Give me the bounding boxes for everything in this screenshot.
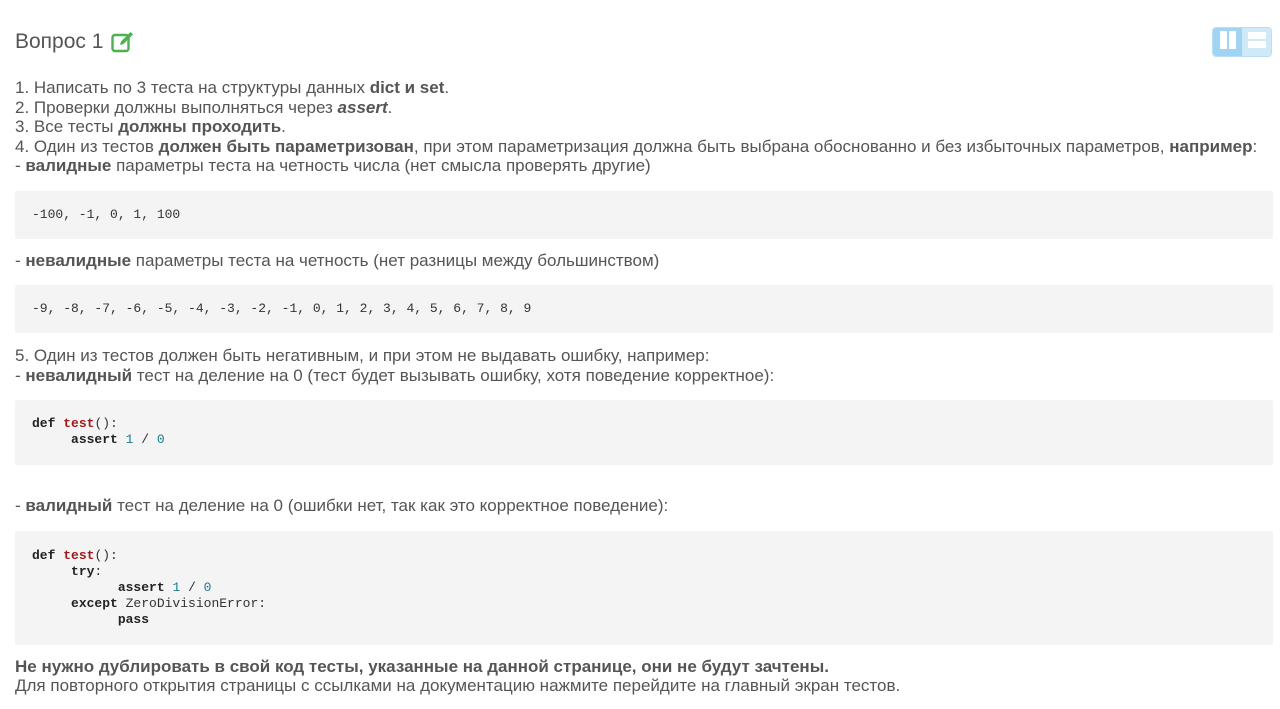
code-block-invalid-params: -9, -8, -7, -6, -5, -4, -3, -2, -1, 0, 1, 2, 3, 4, 5, 6, 7, 8, 9 <box>15 285 1273 333</box>
task-line-3: 3. Все тесты должны проходить. <box>15 117 286 136</box>
question-title: Вопрос 1 <box>15 30 104 53</box>
task-line-5: 5. Один из тестов должен быть негативным, и при этом не выдавать ошибку, например: <box>15 346 710 365</box>
split-view-button[interactable] <box>1213 28 1242 56</box>
question-header <box>15 28 135 56</box>
layout-toggle <box>1212 27 1272 57</box>
valid-test-line: - валидный тест на деление на 0 (ошибки нет, так как это корректное поведение): <box>15 496 669 515</box>
question-body <box>15 78 1273 696</box>
edit-icon[interactable] <box>111 30 135 54</box>
invalid-params-line: - невалидные параметры теста на четность (нет разницы между большинством) <box>15 250 660 270</box>
note-warning: Не нужно дублировать в свой код тесты, указанные на данной странице, они не будут зачтены. <box>15 656 829 676</box>
code-block-valid-test: def test(): try: assert 1 / 0 except ZeroDivisionError: pass <box>15 531 1273 645</box>
note-info: Для повторного открытия страницы с ссылками на документацию нажмите перейдите на главный экран тестов. <box>15 676 901 695</box>
task-line-2: 2. Проверки должны выполняться через assert. <box>15 97 393 117</box>
rows-icon <box>1248 32 1266 53</box>
task-line-1: 1. Написать по 3 теста на структуры данных dict и set. <box>15 78 450 97</box>
valid-params-line: - валидные параметры теста на четность числа (нет смысла проверять другие) <box>15 156 651 175</box>
code-block-valid-params: -100, -1, 0, 1, 100 <box>15 191 1273 239</box>
columns-icon <box>1220 31 1236 54</box>
invalid-test-line: - невалидный тест на деление на 0 (тест будет вызывать ошибку, хотя поведение корректное): <box>15 365 775 385</box>
code-block-invalid-test: def test(): assert 1 / 0 <box>15 400 1273 465</box>
stacked-view-button[interactable] <box>1242 28 1271 56</box>
task-line-4: 4. Один из тестов должен быть параметризован, при этом параметризация должна быть выбрана обоснованно и без избыточных параметров, например: <box>15 136 1258 156</box>
